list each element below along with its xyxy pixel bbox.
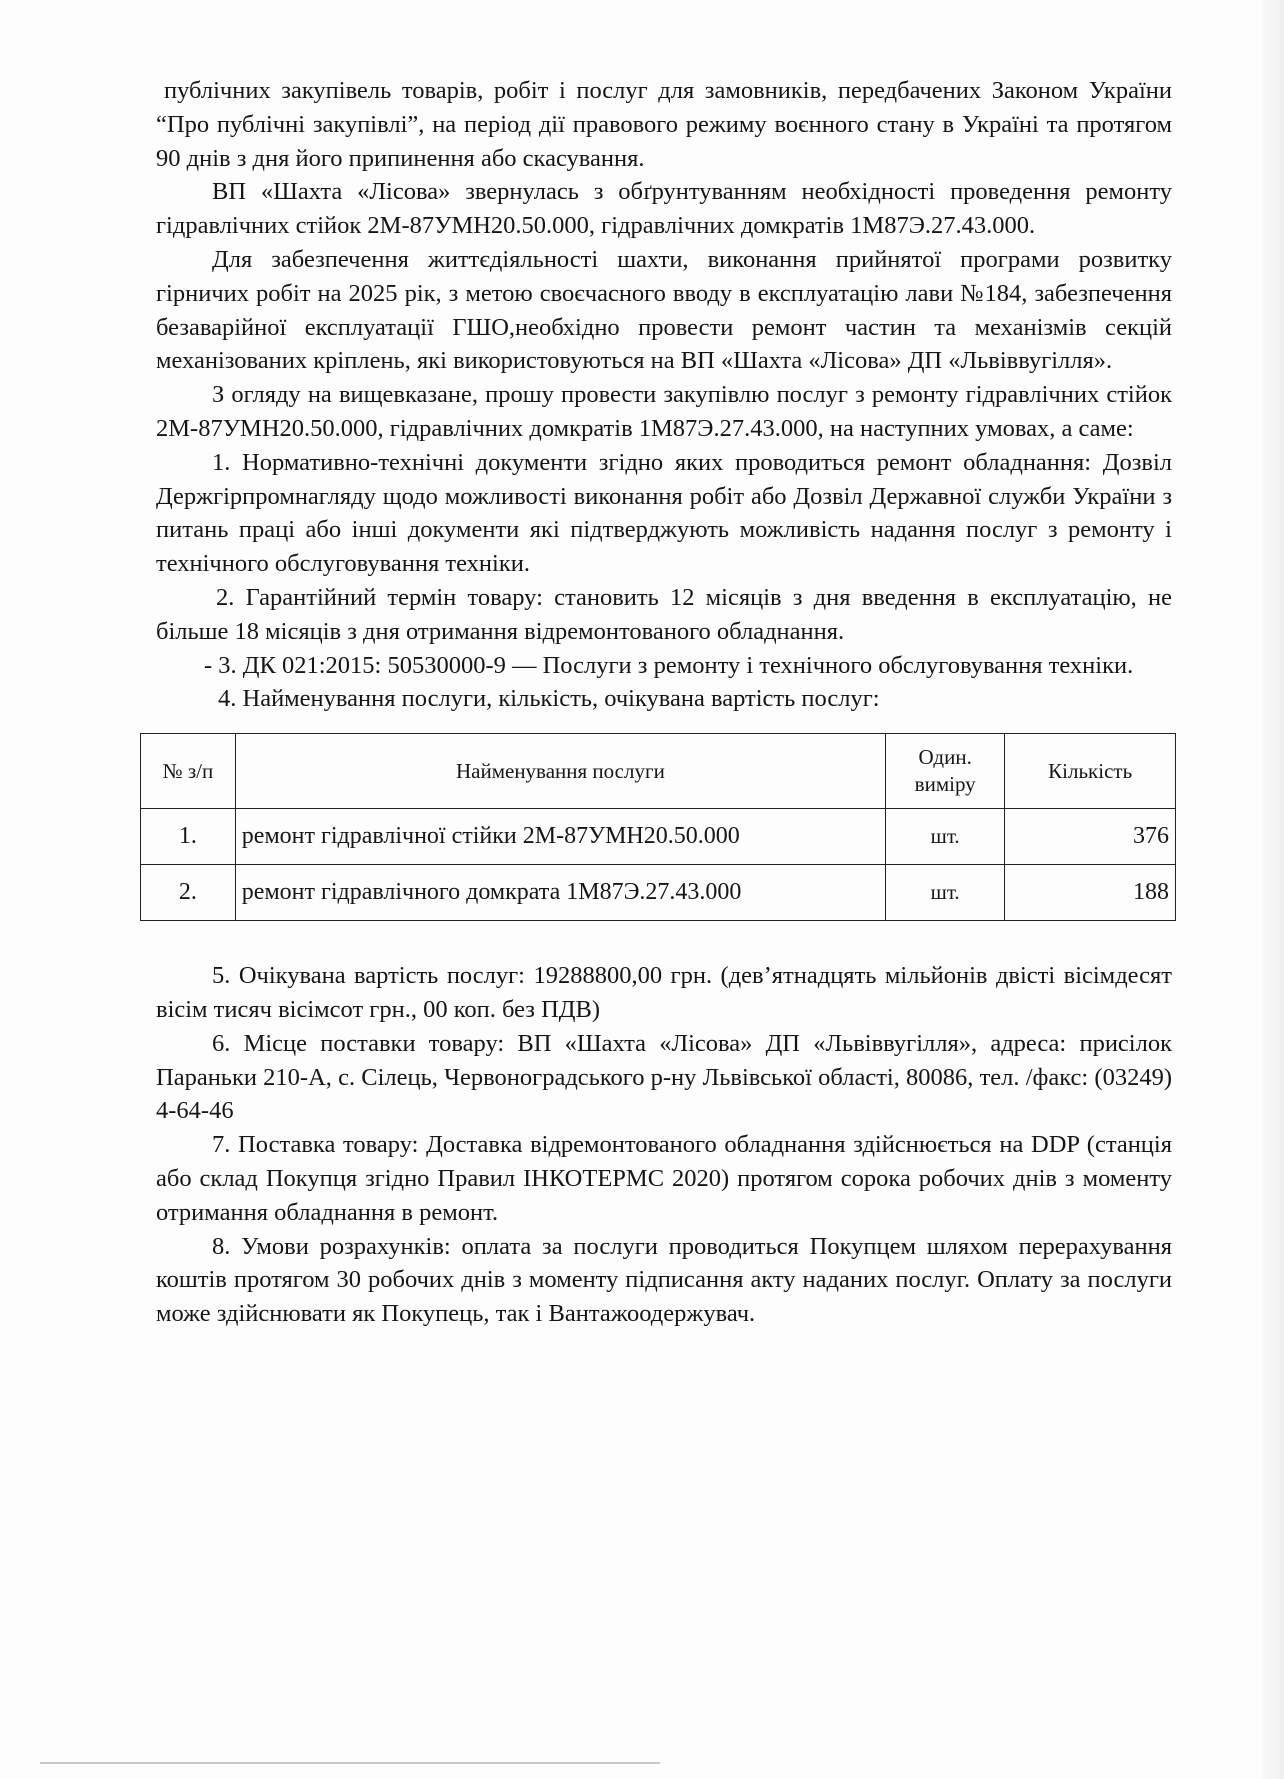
row-number: 1. — [141, 809, 236, 865]
scan-edge-shadow — [1262, 0, 1284, 1779]
paragraph-item-8-payment-terms: 8. Умови розрахунків: оплата за послуги проводиться Покупцем шляхом перерахування коштів протягом 30 робочих днів з моменту підписання акту наданих послуг. Оплату за послуги може здійснювати як Покупець, так і Вантажоодержувач. — [156, 1232, 1172, 1328]
row-unit: шт. — [886, 809, 1005, 865]
paragraph-mine-request: ВП «Шахта «Лісова» звернулась з обґрунтуванням необхідності проведення ремонту гідравлічних стійок 2М-87УМН20.50.000, гідравлічних домкратів 1М87Э.27.43.000. — [156, 178, 1172, 240]
paragraph-item-4-services: 4. Найменування послуги, кількість, очікувана вартість послуг: — [218, 685, 880, 713]
table-row — [141, 809, 1176, 865]
row-service-name: ремонт гідравлічного домкрата 1М87Э.27.43.000 — [235, 865, 885, 921]
paragraph-procurement-law: публічних закупівель товарів, робіт і послуг для замовників, передбачених Законом України “Про публічні закупівлі”, на період дії правового режиму воєнного стану в Україні та протягом 90 днів з дня його припинення або скасування. — [156, 77, 1172, 172]
row-number: 2. — [141, 865, 236, 921]
paragraph-justification: Для забезпечення життєдіяльності шахти, виконання прийнятої програми розвитку гірничих робіт на 2025 рік, з метою своєчасного вводу в експлуатацію лави №184, забезпечення безаварійної експлуатації ГШО,необхідно провести ремонт частин та механізмів секцій механізованих кріплень, які використовуються на ВП «Шахта «Лісова» ДП «Львіввугілля». — [156, 245, 1172, 375]
document-body — [156, 74, 1172, 1331]
row-quantity: 376 — [1005, 809, 1176, 865]
row-service-name: ремонт гідравлічної стійки 2М-87УМН20.50.000 — [235, 809, 885, 865]
scan-bottom-line — [40, 1762, 660, 1764]
header-unit: Один. виміру — [886, 734, 1005, 809]
paragraph-request: З огляду на вищевказане, прошу провести закупівлю послуг з ремонту гідравлічних стійок 2М-87УМН20.50.000, гідравлічних домкратів 1М87Э.27.43.000, на наступних умовах, а саме: — [156, 381, 1172, 442]
services-table — [140, 733, 1176, 921]
paragraph-item-7-delivery-terms: 7. Поставка товару: Доставка відремонтованого обладнання здійснюється на DDP (станція або склад Покупця згідно Правил ІНКОТЕРМС 2020) протягом сорока робочих днів з моменту отримання обладнання в ремонт. — [156, 1131, 1172, 1226]
paragraph-item-6-delivery-place: 6. Місце поставки товару: ВП «Шахта «Лісова» ДП «Львіввугілля», адреса: присілок Параньки 210-А, с. Сілець, Червоноградського р-ну Львівської області, 80086, тел. /факс: (03249) 4-64-46 — [156, 1029, 1172, 1125]
paragraph-item-2-warranty: 2. Гарантійний термін товару: становить 12 місяців з дня введення в експлуатацію, не більше 18 місяців з дня отримання відремонтованого обладнання. — [156, 583, 1172, 645]
row-unit: шт. — [886, 865, 1005, 921]
table-row — [141, 865, 1176, 921]
header-service-name: Найменування послуги — [235, 734, 885, 809]
header-number: № з/п — [141, 734, 236, 809]
paragraph-item-1-norms: 1. Нормативно-технічні документи згідно яких проводиться ремонт обладнання: Дозвіл Держгірпромнагляду щодо можливості виконання робіт або Дозвіл Державної служби України з питань праці або інші документи які підтверджують можливість надання послуг з ремонту і технічного обслуговування техніки. — [156, 448, 1172, 578]
row-quantity: 188 — [1005, 865, 1176, 921]
paragraph-item-3-dk-code: - 3. ДК 021:2015: 50530000-9 — Послуги з ремонту і технічного обслуговування техніки. — [204, 651, 1134, 679]
paragraph-item-5-cost: 5. Очікувана вартість послуг: 19288800,00 грн. (дев’ятнадцять мільйонів двісті вісімдесят вісім тисяч вісімсот грн., 00 коп. без ПДВ) — [156, 962, 1172, 1023]
table-header-row — [141, 734, 1176, 809]
header-quantity: Кількість — [1005, 734, 1176, 809]
